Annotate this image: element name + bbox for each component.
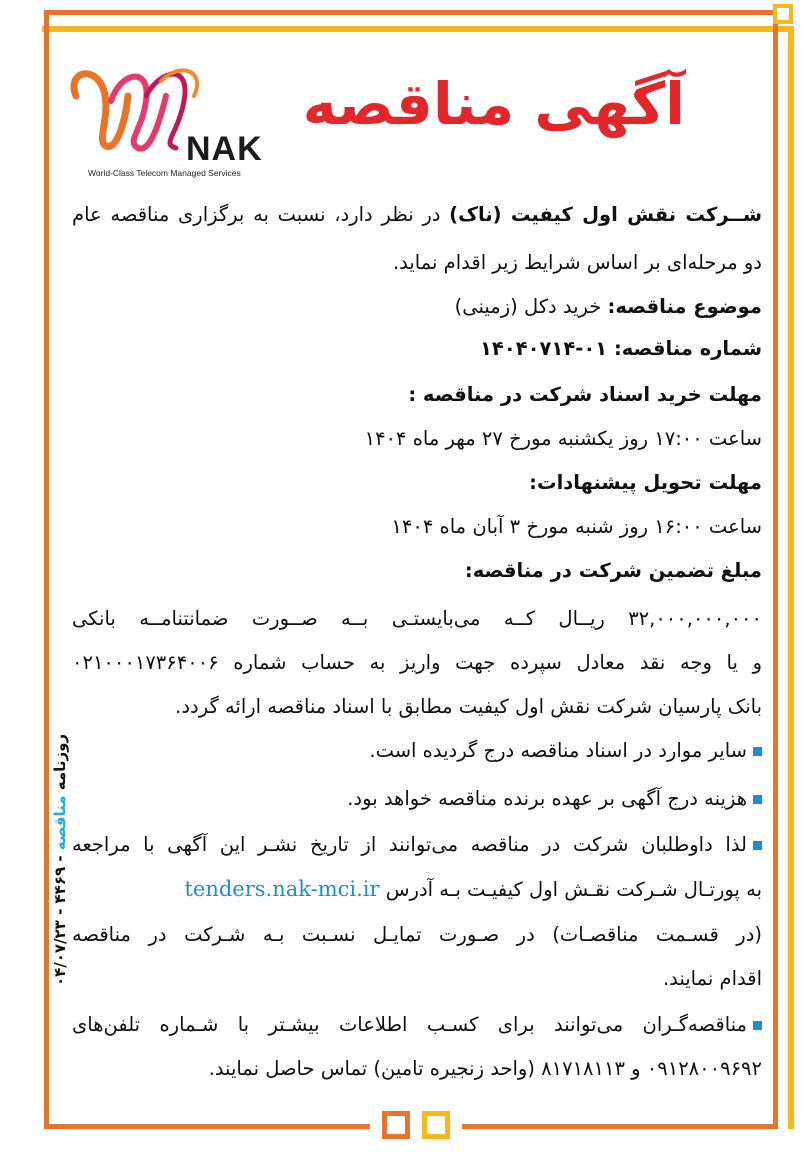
bullet-square-icon <box>753 841 762 850</box>
newspaper-name: مناقصه <box>51 795 69 851</box>
nak-logo <box>66 56 263 182</box>
bullet-text: به پورتـال شـرکت نقـش اول کیفیـت بـه آدرس <box>385 878 762 901</box>
bullet-square-icon <box>753 795 762 804</box>
bullet-text: سایر موارد در اسناد مناقصه درج گردیده است. <box>369 739 747 762</box>
delivery-deadline-value: ساعت ۱۶:۰۰ روز شنبه مورخ ۳ آبان ماه ۱۴۰۴ <box>391 515 762 538</box>
corner-square <box>773 4 793 24</box>
bullet-continued: اقدام نمایند. <box>662 967 762 990</box>
page-title: آگهی مناقصه <box>302 70 685 138</box>
portal-url-link[interactable]: tenders.nak-mci.ir <box>184 877 380 901</box>
bullet-continued: (در قسـمت مناقصـات) در صـورت تمایـل نسـبت بـه شـرکت در مناقصه <box>72 923 762 946</box>
bullet-text: هزینه درج آگهی بر عهده برنده مناقصه خواهد بود. <box>347 787 747 810</box>
guarantee-line-2: و یا وجه نقد معادل سپرده جهت واریز به حساب شماره ۰۲۱۰۰۰۱۷۳۶۴۰۰۶ <box>72 651 762 674</box>
intro-rest: در نظر دارد، نسبت به برگزاری مناقصه عام <box>72 203 450 226</box>
company-name: شــرکت نقش اول کیفیت (ناک) <box>449 203 763 226</box>
bullet-square-icon <box>753 1021 762 1030</box>
guarantee-line-1: ۳۲,۰۰۰,۰۰۰,۰۰۰ ریــال کــه می‌بایستـی بــه صــورت ضمانتنامــه بانکی <box>72 607 762 630</box>
guarantee-line-3: بانک پارسیان شرکت نقش اول کیفیت مطابق با اسناد مناقصه ارائه گردد. <box>175 695 762 718</box>
newspaper-prefix: روزنامه <box>51 733 69 791</box>
number-label: شماره مناقصه: <box>613 337 762 360</box>
subject-value: خرید دکل (زمینی) <box>454 295 608 318</box>
newspaper-sidebar <box>18 700 69 1020</box>
issue-date: - ۴۴۶۹ - ۰۴/۰۷/۲۳ <box>51 850 69 987</box>
subject-label: موضوع مناقصه: <box>607 295 762 318</box>
portal-line <box>184 876 762 903</box>
bullet-square-icon <box>753 747 762 756</box>
bottom-square-yellow <box>422 1111 450 1139</box>
bullet-item <box>347 786 762 812</box>
newspaper-info <box>46 700 74 1020</box>
bullet-item <box>72 832 762 858</box>
bottom-square-orange <box>382 1111 410 1139</box>
subject-row <box>455 294 762 320</box>
guarantee-label: مبلغ تضمین شرکت در مناقصه: <box>464 559 762 582</box>
bullet-item <box>369 738 762 764</box>
intro-line-2: دو مرحله‌ای بر اساس شرایط زیر اقدام نماید. <box>392 251 762 274</box>
logo-tagline: World-Class Telecom Managed Services <box>88 168 241 178</box>
bullet-text: مناقصه‌گـران می‌توانند برای کسـب اطلاعات بیشـتر با شـماره تلفن‌های <box>72 1013 747 1036</box>
intro-line-1 <box>72 202 762 228</box>
purchase-deadline-value: ساعت ۱۷:۰۰ روز یکشنبه مورخ ۲۷ مهر ماه ۱۴۰۴ <box>364 427 762 450</box>
bullet-item <box>72 1012 762 1038</box>
delivery-deadline-label: مهلت تحویل پیشنهادات: <box>529 471 762 494</box>
number-value: ۰۱-۱۴۰۴۰۷۱۴ <box>480 337 614 360</box>
logo-wordmark: NAK <box>186 130 263 168</box>
purchase-deadline-label: مهلت خرید اسناد شرکت در مناقصه : <box>408 383 762 406</box>
phone-line: ۰۹۱۲۸۰۰۹۶۹۲ و ۸۱۷۱۸۱۱۳ (واحد زنجیره تامین) تماس حاصل نمایند. <box>208 1057 762 1080</box>
number-row <box>480 336 762 362</box>
bullet-text: لذا داوطلبان شرکت در مناقصه می‌توانند از تاریخ نشـر این آگهی با مراجعه <box>72 833 747 856</box>
